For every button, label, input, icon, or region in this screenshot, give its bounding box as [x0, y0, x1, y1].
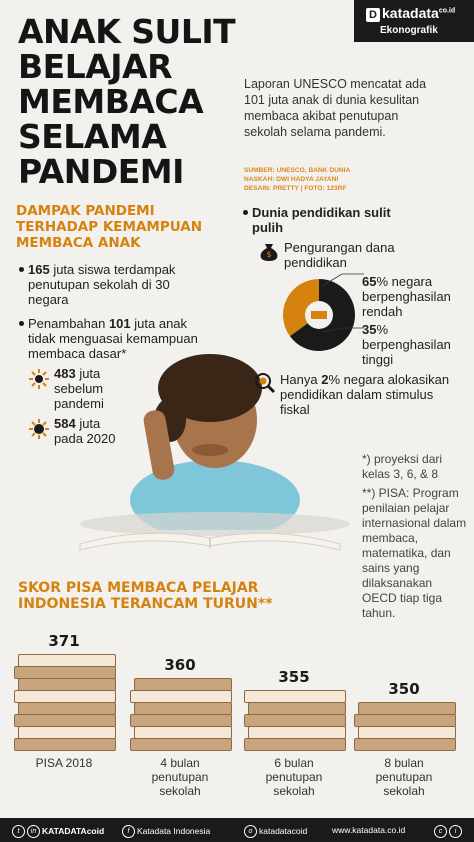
book [358, 726, 456, 739]
brand-logo: D katadata$^{co.id}$ [366, 5, 455, 22]
pisa-score: 371 [48, 632, 80, 650]
book [134, 702, 232, 715]
money-bag-icon [258, 240, 280, 262]
book [244, 714, 346, 727]
bullet-students: 165 juta siswa terdampak penutupan sekolah di 30 negara [28, 262, 188, 307]
logo-d-icon: D [366, 8, 380, 22]
page-title: ANAK SULIT BELAJAR MEMBACA SELAMA PANDEMI [18, 12, 236, 191]
book [18, 726, 116, 739]
book [18, 702, 116, 715]
pisa-stack-label: 8 bulan penutupan sekolah [375, 756, 433, 798]
social-facebook[interactable]: f Katadata Indonesia [122, 825, 210, 838]
virus-icon [28, 418, 50, 440]
facebook-icon: f [122, 825, 135, 838]
book [14, 690, 116, 703]
impact-heading: DAMPAK PANDEMI TERHADAP KEMAMPUAN MEMBACA ANAK [16, 203, 203, 251]
credits: SUMBER: UNESCO, BANK DUNIA NASKAH: DWI HADYA JAYANI DESAIN: PRETTY | FOTO: 123RF [244, 167, 351, 192]
pisa-stack-label: 6 bulan penutupan sekolah [265, 756, 323, 798]
book [134, 678, 232, 691]
recovery-heading: Dunia pendidikan sulit pulih [252, 205, 402, 235]
pisa-score: 360 [164, 656, 196, 674]
stimulus-text: Hanya 2% negara alokasikan pendidikan dalam stimulus fiskal [280, 372, 450, 417]
low-income-share: 65% negara berpenghasilan rendah [362, 274, 451, 319]
brand-section: Ekonografik [380, 25, 438, 36]
website-link[interactable]: www.katadata.co.id [332, 825, 406, 835]
book [244, 690, 346, 703]
instagram-icon: o [244, 825, 257, 838]
stat-2020: 584 juta pada 2020 [54, 416, 116, 446]
linkedin-icon: in [27, 825, 40, 838]
bullet-children: Penambahan 101 juta anak tidak menguasai kemampuan membaca dasar* [28, 316, 218, 361]
pisa-score: 355 [278, 668, 310, 686]
book [354, 738, 456, 751]
book [130, 714, 232, 727]
footnote-projection: *) proyeksi dari kelas 3, 6, & 8 [362, 452, 443, 481]
book [244, 738, 346, 751]
book [248, 726, 346, 739]
book [248, 702, 346, 715]
svg-text:$: $ [266, 250, 272, 259]
high-income-share: 35% berpenghasilan tinggi [362, 322, 451, 367]
book [18, 654, 116, 667]
social-twitter-linkedin[interactable]: t in KATADATAcoid [12, 825, 104, 838]
book [14, 666, 116, 679]
book [14, 738, 116, 751]
book [130, 738, 232, 751]
cc-icon: c [434, 825, 447, 838]
magnifier-coin-icon [254, 372, 276, 394]
book [358, 702, 456, 715]
footnote-pisa: **) PISA: Program penilaian pelajar internasional dalam membaca, matematika, dan sains yang dilaksanakan OECD tiap tiga tahun. [362, 486, 467, 620]
pisa-stack-label: PISA 2018 [35, 756, 93, 770]
pisa-score: 350 [388, 680, 420, 698]
open-book-illustration [75, 522, 345, 554]
book [134, 726, 232, 739]
book [354, 714, 456, 727]
book [130, 690, 232, 703]
intro-text: Laporan UNESCO mencatat ada 101 juta anak di dunia kesulitan membaca akibat penutupan sekolah selama pandemi. [244, 77, 427, 139]
sparkle-icon [28, 368, 50, 390]
pisa-stack-label: 4 bulan penutupan sekolah [151, 756, 209, 798]
license-icons [434, 825, 464, 838]
book [18, 678, 116, 691]
twitter-icon: t [12, 825, 25, 838]
by-icon: i [449, 825, 462, 838]
social-instagram[interactable]: o katadatacoid [244, 825, 307, 838]
pisa-heading: SKOR PISA MEMBACA PELAJAR INDONESIA TERANCAM TURUN** [18, 580, 273, 612]
footer-bar [0, 818, 474, 842]
donut-leader-lines [322, 270, 364, 350]
book [14, 714, 116, 727]
stat-before-pandemic: 483 juta sebelum pandemi [54, 366, 104, 411]
funding-cut-text: Pengurangan dana pendidikan [284, 240, 395, 270]
brand-badge[interactable] [354, 0, 474, 42]
